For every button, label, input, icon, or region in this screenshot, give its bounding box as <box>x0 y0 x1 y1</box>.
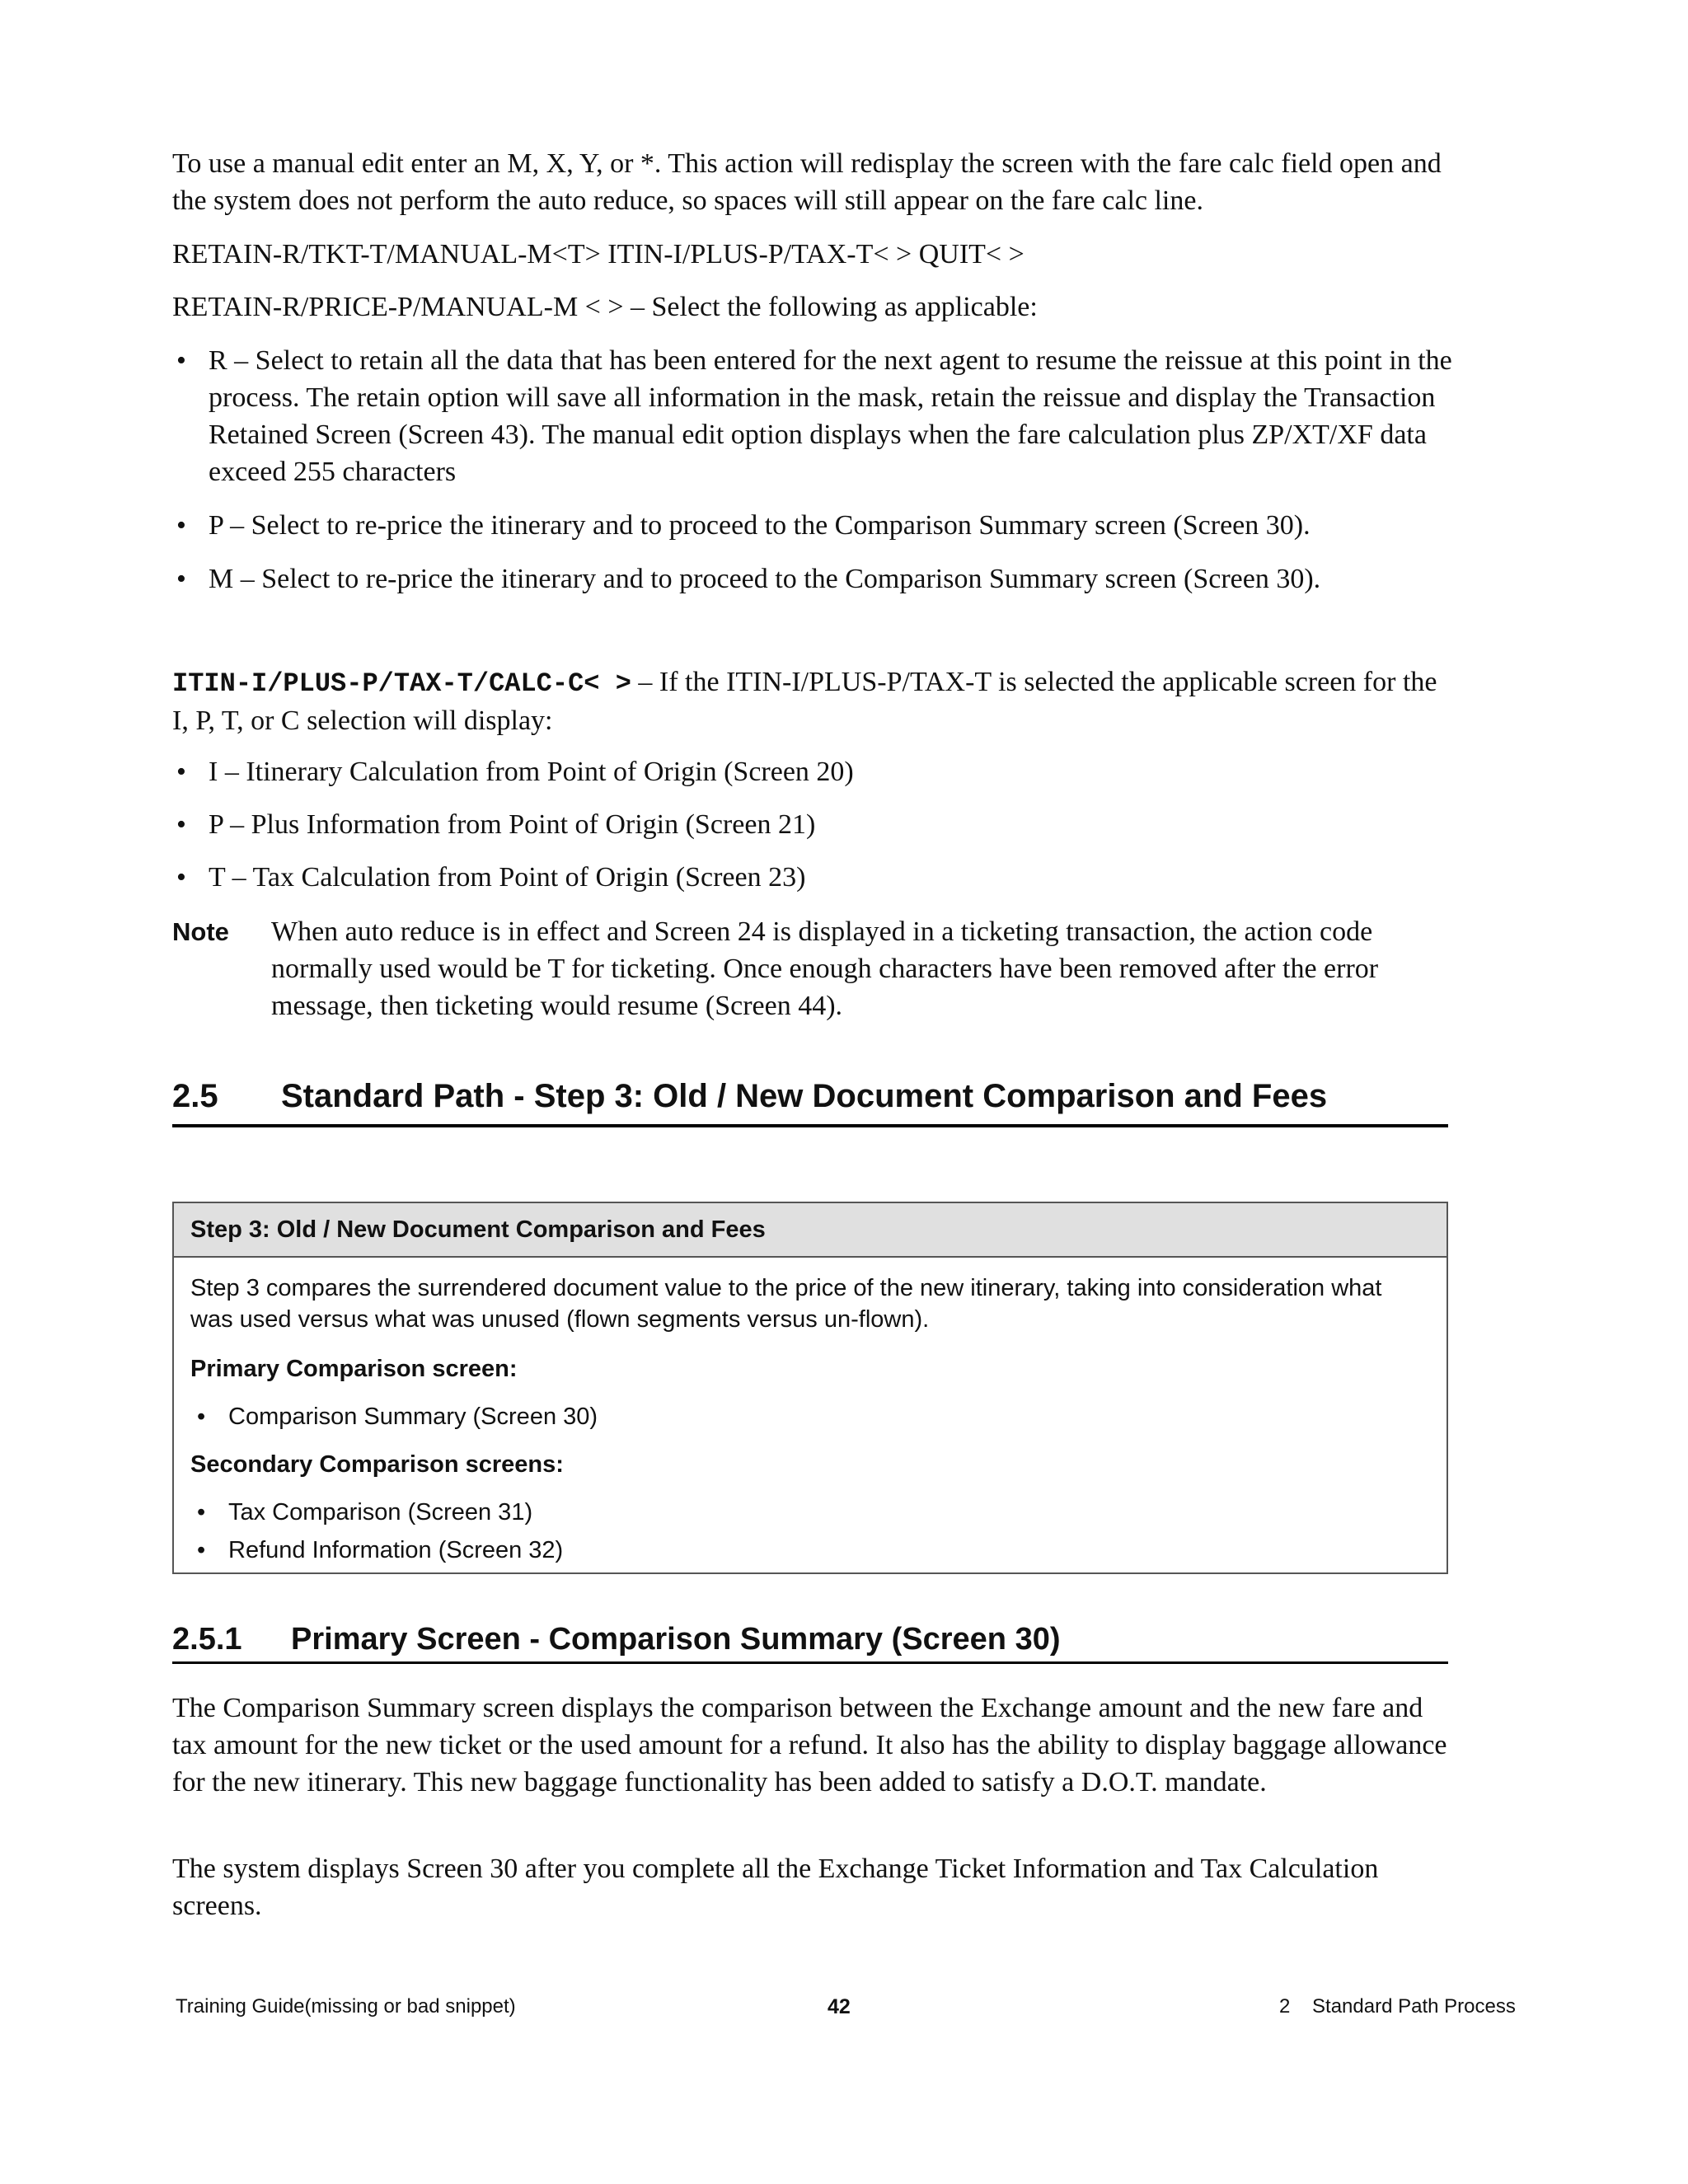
section-heading-2-5-1 <box>172 1620 1448 1664</box>
list-item: • P – Plus Information from Point of Origin (Screen 21) <box>172 806 1458 843</box>
note-label: Note <box>172 917 229 946</box>
list-item: • Tax Comparison (Screen 31) <box>190 1497 1430 1528</box>
step-box-description: Step 3 compares the surrendered document value to the price of the new itinerary, taking into consideration what was used versus what was unused (flown segments versus un-flown). <box>190 1275 1382 1333</box>
bullet-icon: • <box>176 345 186 376</box>
section-heading-2-5 <box>172 1071 1448 1127</box>
footer-right: 2 Standard Path Process <box>1279 1995 1516 2018</box>
option-bullet-list <box>172 342 1458 598</box>
itin-bullet-list <box>172 753 1458 896</box>
command-line: RETAIN-R/TKT-T/MANUAL-M<T> ITIN-I/PLUS-P/TAX-T< > QUIT< > <box>172 239 1025 269</box>
primary-list <box>190 1401 1430 1432</box>
page-number: 42 <box>828 1995 851 2018</box>
intro-paragraph: To use a manual edit enter an M, X, Y, or *. This action will redisplay the screen with the fare calc field open and the system does not perform the auto reduce, so spaces will still appear on the fare calc line. <box>172 148 1442 216</box>
select-line: RETAIN-R/PRICE-P/MANUAL-M < > – Select the following as applicable: <box>172 292 1038 322</box>
step-3-box <box>172 1202 1448 1574</box>
list-item: • T – Tax Calculation from Point of Origin (Screen 23) <box>172 859 1458 896</box>
list-item: • Refund Information (Screen 32) <box>190 1535 1430 1566</box>
bullet-icon: • <box>197 1499 206 1526</box>
step-box-body <box>174 1258 1447 1566</box>
bullet-icon: • <box>176 564 186 594</box>
section-title: Primary Screen - Comparison Summary (Screen 30) <box>291 1622 1061 1657</box>
itin-text: – If the ITIN-I/PLUS-P/TAX-T is selected the applicable screen for the I, P, T, or C selection will display: <box>172 667 1437 736</box>
bullet-icon: • <box>176 510 186 541</box>
step-box-header: Step 3: Old / New Document Comparison and Fees <box>174 1203 1447 1258</box>
list-item: • P – Select to re-price the itinerary and to proceed to the Comparison Summary screen (Screen 30). <box>172 507 1458 544</box>
bullet-icon: • <box>197 1537 206 1563</box>
list-item: • R – Select to retain all the data that has been entered for the next agent to resume the reissue at this point in the process. The retain option will save all information in the mask, retain the reissue and display the Transaction Retained Screen (Screen 43). The manual edit option displays when the fare calculation plus ZP/XT/XF data exceed 255 characters <box>172 342 1458 490</box>
bullet-icon: • <box>197 1404 206 1430</box>
list-item: • I – Itinerary Calculation from Point of Origin (Screen 20) <box>172 753 1458 790</box>
secondary-list <box>190 1497 1430 1566</box>
comparison-paragraph-1: The Comparison Summary screen displays the comparison between the Exchange amount and the new fare and tax amount for the new ticket or the used amount for a refund. It also has the ability to display baggage allowance for the new itinerary. This new baggage functionality has been added to satisfy a D.O.T. mandate. <box>172 1693 1447 1797</box>
section-title: Standard Path - Step 3: Old / New Document Comparison and Fees <box>281 1078 1328 1114</box>
secondary-label: Secondary Comparison screens: <box>190 1451 564 1478</box>
footer-left: Training Guide(missing or bad snippet) <box>176 1995 516 2018</box>
list-item: • Comparison Summary (Screen 30) <box>190 1401 1430 1432</box>
section-number: 2.5 <box>172 1078 218 1114</box>
section-number: 2.5.1 <box>172 1622 242 1657</box>
bullet-icon: • <box>176 862 186 893</box>
bullet-icon: • <box>176 809 186 840</box>
list-item: • M – Select to re-price the itinerary and to proceed to the Comparison Summary screen (Screen 30). <box>172 560 1458 598</box>
note-text: When auto reduce is in effect and Screen 24 is displayed in a ticketing transaction, the action code normally used would be T for ticketing. Once enough characters have been removed after the error message, then ticketing would resume (Screen 44). <box>271 916 1379 1021</box>
itin-paragraph <box>172 663 1458 739</box>
primary-label: Primary Comparison screen: <box>190 1356 518 1382</box>
comparison-paragraph-2: The system displays Screen 30 after you complete all the Exchange Ticket Information and Tax Calculation screens. <box>172 1854 1379 1921</box>
itin-code: ITIN-I/PLUS-P/TAX-T/CALC-C< > <box>172 668 631 699</box>
bullet-icon: • <box>176 757 186 787</box>
